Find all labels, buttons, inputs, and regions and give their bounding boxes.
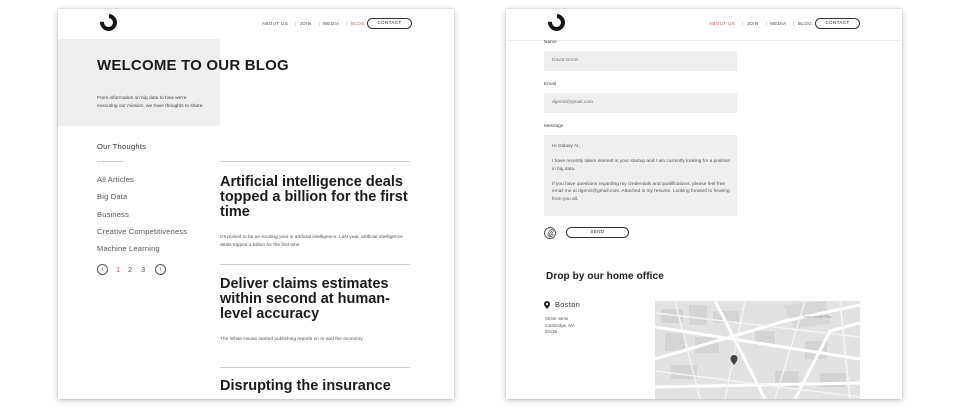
article-divider	[220, 367, 410, 368]
nav-join[interactable]: JOIN	[299, 21, 312, 26]
nav-media[interactable]: MEDIA	[323, 21, 340, 26]
pagination-next-button[interactable]: ›	[155, 264, 166, 275]
address-city-state: Cambridge, MA	[545, 322, 575, 328]
pagination-page-2[interactable]: 2	[128, 265, 133, 274]
attach-button[interactable]	[544, 227, 556, 239]
header-divider	[506, 40, 902, 41]
email-field-value: dgenzi@gmail.com	[552, 100, 593, 105]
contact-button[interactable]: CONTACT	[815, 18, 860, 29]
nav-about-us[interactable]: ABOUT US	[262, 21, 289, 26]
article-divider	[220, 161, 410, 162]
nav-media[interactable]: MEDIA	[770, 21, 787, 26]
hero-description: From information on big data to how we're executing our mission, we have thoughts to share.	[97, 96, 204, 109]
logo-icon[interactable]	[545, 11, 569, 35]
pagination-page-3[interactable]: 3	[141, 265, 146, 274]
hero-panel	[58, 39, 220, 126]
address-zip: 02139	[545, 329, 557, 334]
logo-icon[interactable]	[97, 11, 121, 35]
article-divider	[220, 264, 410, 265]
contact-button[interactable]: CONTACT	[367, 18, 412, 29]
article-title[interactable]: Disrupting the insurance	[220, 378, 391, 394]
message-greeting: Hi Galaxy AI,	[552, 144, 580, 149]
article-title[interactable]: Artificial intelligence deals topped a billion for the first time	[220, 174, 408, 220]
nav-blog[interactable]: BLOG	[350, 21, 366, 26]
article-excerpt: It's poised to be an exciting year in artificial intelligence. Last year, artificial intelligence deals topped a billion for the first time.	[220, 235, 403, 248]
message-paragraph: If you have questions regarding my credentials and qualifications, please feel free email me at dgenzi@gmail.com. Attached is my resume. Looking forward to hearing from you all.	[552, 181, 730, 202]
name-field-value: David Genzi	[552, 58, 579, 63]
header	[506, 9, 902, 39]
main-nav: ABOUT US | JOIN | MEDIA | BLOG	[709, 21, 813, 26]
office-city: Boston	[555, 300, 581, 309]
office-address	[545, 316, 575, 336]
name-label: Name	[544, 40, 557, 45]
category-big-data[interactable]: Big Data	[97, 192, 128, 201]
pagination-page-1[interactable]: 1	[116, 265, 121, 274]
map-park-label: Joan Lorentz Park	[803, 315, 832, 319]
message-text	[552, 143, 732, 211]
category-business[interactable]: Business	[97, 210, 130, 219]
sidebar-heading: Our Thoughts	[97, 142, 147, 151]
category-machine-learning[interactable]: Machine Learning	[97, 244, 160, 253]
message-paragraph: I have recently taken interest in your startup and I am currently looking for a position in big data.	[552, 159, 731, 172]
map-graphic	[655, 301, 860, 399]
blog-page-window	[58, 9, 454, 399]
contact-page-window	[506, 9, 902, 399]
paperclip-icon	[547, 229, 554, 237]
article-title[interactable]: Deliver claims estimates within second at human-level accuracy	[220, 276, 390, 322]
category-creative-competitiveness[interactable]: Creative Competitiveness	[97, 227, 188, 236]
map-pin-icon	[544, 301, 550, 309]
nav-join[interactable]: JOIN	[746, 21, 759, 26]
nav-blog[interactable]: BLOG	[797, 21, 813, 26]
address-street: Street name	[545, 316, 569, 321]
sidebar-heading-underline	[97, 161, 123, 162]
category-all-articles[interactable]: All Articles	[97, 175, 134, 184]
office-map[interactable]	[655, 301, 860, 399]
page-title: WELCOME TO OUR BLOG	[97, 57, 289, 74]
main-nav: ABOUT US | JOIN | MEDIA | BLOG	[262, 21, 366, 26]
pagination-prev-button[interactable]: ‹	[97, 264, 108, 275]
article-excerpt: The White House started publishing reports on AI and the economy.	[220, 337, 364, 342]
header	[58, 9, 454, 39]
office-heading: Drop by our home office	[546, 271, 664, 282]
send-button[interactable]: SEND	[566, 227, 629, 238]
email-label: Email	[544, 82, 556, 87]
message-label: Message	[544, 124, 564, 129]
nav-about-us[interactable]: ABOUT US	[709, 21, 736, 26]
